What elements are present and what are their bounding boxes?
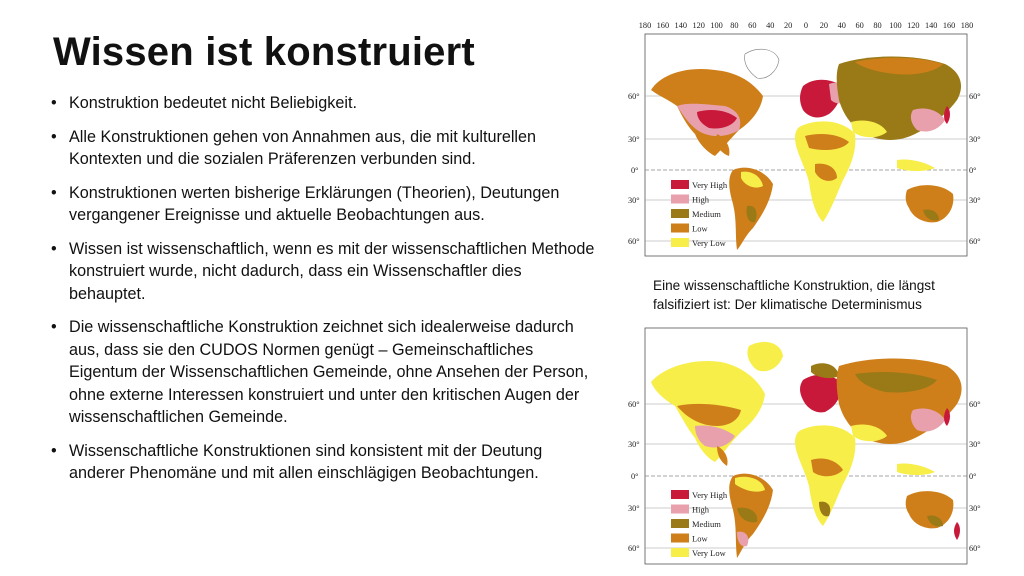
slide-title: Wissen ist konstruiert — [53, 30, 475, 74]
bullet-list — [50, 92, 598, 496]
climate-map-bottom-svg — [625, 322, 987, 570]
longitude-tick-label: 120 — [692, 21, 705, 30]
longitude-tick-label: 140 — [674, 21, 688, 30]
longitude-tick-label: 0 — [803, 21, 809, 30]
climate-map-top-svg — [625, 14, 987, 258]
legend-label: Low — [692, 533, 708, 544]
legend-swatch — [671, 180, 689, 189]
bullet-item: • Konstruktion bedeutet nicht Beliebigkeit. — [50, 92, 598, 115]
svg-text:30°: 30° — [628, 504, 640, 513]
longitude-tick-label: 160 — [656, 21, 670, 30]
svg-text:60°: 60° — [628, 237, 640, 246]
longitude-tick-label: 180 — [960, 21, 974, 30]
longitude-tick-label: 20 — [819, 21, 829, 30]
bullet-item: • Wissen ist wissenschaftlich, wenn es mit der wissenschaftlichen Methode konstruiert wurde, nicht dadurch, dass ein Wissenschaftler dies behauptet. — [50, 238, 598, 306]
legend-label: Very High — [692, 180, 728, 190]
map-caption: Eine wissenschaftliche Konstruktion, die längst falsifiziert ist: Der klimatische Determinismus — [653, 278, 935, 312]
bullet-item: • Konstruktionen werten bisherige Erklärungen (Theorien), Deutungen vergangener Ereignisse und aktuelle Beobachtungen aus. — [50, 182, 598, 227]
legend-label: High — [692, 504, 709, 515]
svg-text:60°: 60° — [969, 237, 981, 246]
legend-swatch — [671, 238, 689, 247]
svg-text:60°: 60° — [969, 400, 981, 409]
longitude-tick-label: 60 — [855, 21, 864, 30]
legend-label: Very High — [692, 490, 728, 500]
longitude-tick-label: 80 — [873, 21, 882, 30]
bullet-item: • Wissenschaftliche Konstruktionen sind konsistent mit der Deutung anderer Phenomäne und mit allen einschlägigen Beobachtungen. — [50, 440, 598, 485]
longitude-tick-label: 20 — [783, 21, 793, 30]
svg-text:30°: 30° — [969, 135, 981, 144]
svg-text:60°: 60° — [969, 92, 981, 101]
longitude-labels — [639, 21, 973, 30]
longitude-tick-label: 180 — [638, 21, 652, 30]
svg-text:30°: 30° — [969, 504, 981, 513]
climate-map-bottom — [625, 322, 987, 570]
longitude-tick-label: 60 — [748, 21, 757, 30]
svg-text:30°: 30° — [628, 135, 640, 144]
svg-text:60°: 60° — [628, 92, 640, 101]
longitude-tick-label: 100 — [889, 21, 902, 30]
svg-text:30°: 30° — [969, 440, 981, 449]
legend-label: Low — [692, 223, 708, 234]
legend-swatch — [671, 490, 689, 499]
svg-text:0°: 0° — [631, 472, 639, 481]
svg-text:0°: 0° — [969, 166, 977, 175]
legend-label: High — [692, 194, 709, 205]
longitude-tick-label: 100 — [710, 21, 723, 30]
legend-label: Very Low — [692, 548, 726, 558]
legend-swatch — [671, 209, 689, 218]
legend-swatch — [671, 548, 689, 557]
legend-label: Very Low — [692, 238, 726, 248]
svg-text:0°: 0° — [631, 166, 639, 175]
svg-text:30°: 30° — [628, 196, 640, 205]
legend-swatch — [671, 195, 689, 204]
longitude-tick-label: 40 — [766, 21, 775, 30]
legend-label: Medium — [692, 519, 721, 529]
svg-text:0°: 0° — [969, 472, 977, 481]
longitude-tick-label: 120 — [907, 21, 920, 30]
legend-label: Medium — [692, 209, 721, 219]
longitude-tick-label: 40 — [837, 21, 846, 30]
svg-text:60°: 60° — [628, 400, 640, 409]
bullet-item: • Die wissenschaftliche Konstruktion zeichnet sich idealerweise dadurch aus, dass sie den CUDOS Normen genügt – Gemeinschaftliches Eigentum der Wissenschaftlichen Gemeinde, ohne Ansehen der Person, ohne externe Interessen konstruiert und unter den kritischen Augen der wissenschaftlichen Gemeinde. — [50, 316, 598, 429]
climate-map-top — [625, 14, 987, 258]
svg-text:30°: 30° — [969, 196, 981, 205]
longitude-tick-label: 140 — [924, 21, 938, 30]
longitude-tick-label: 80 — [730, 21, 739, 30]
legend-swatch — [671, 224, 689, 233]
legend-swatch — [671, 505, 689, 514]
svg-text:60°: 60° — [969, 544, 981, 553]
legend-swatch — [671, 519, 689, 528]
longitude-tick-label: 160 — [942, 21, 956, 30]
svg-text:60°: 60° — [628, 544, 640, 553]
legend-swatch — [671, 534, 689, 543]
svg-text:30°: 30° — [628, 440, 640, 449]
bullet-item: • Alle Konstruktionen gehen von Annahmen aus, die mit kulturellen Kontexten und die sozialen Präferenzen verbunden sind. — [50, 126, 598, 171]
